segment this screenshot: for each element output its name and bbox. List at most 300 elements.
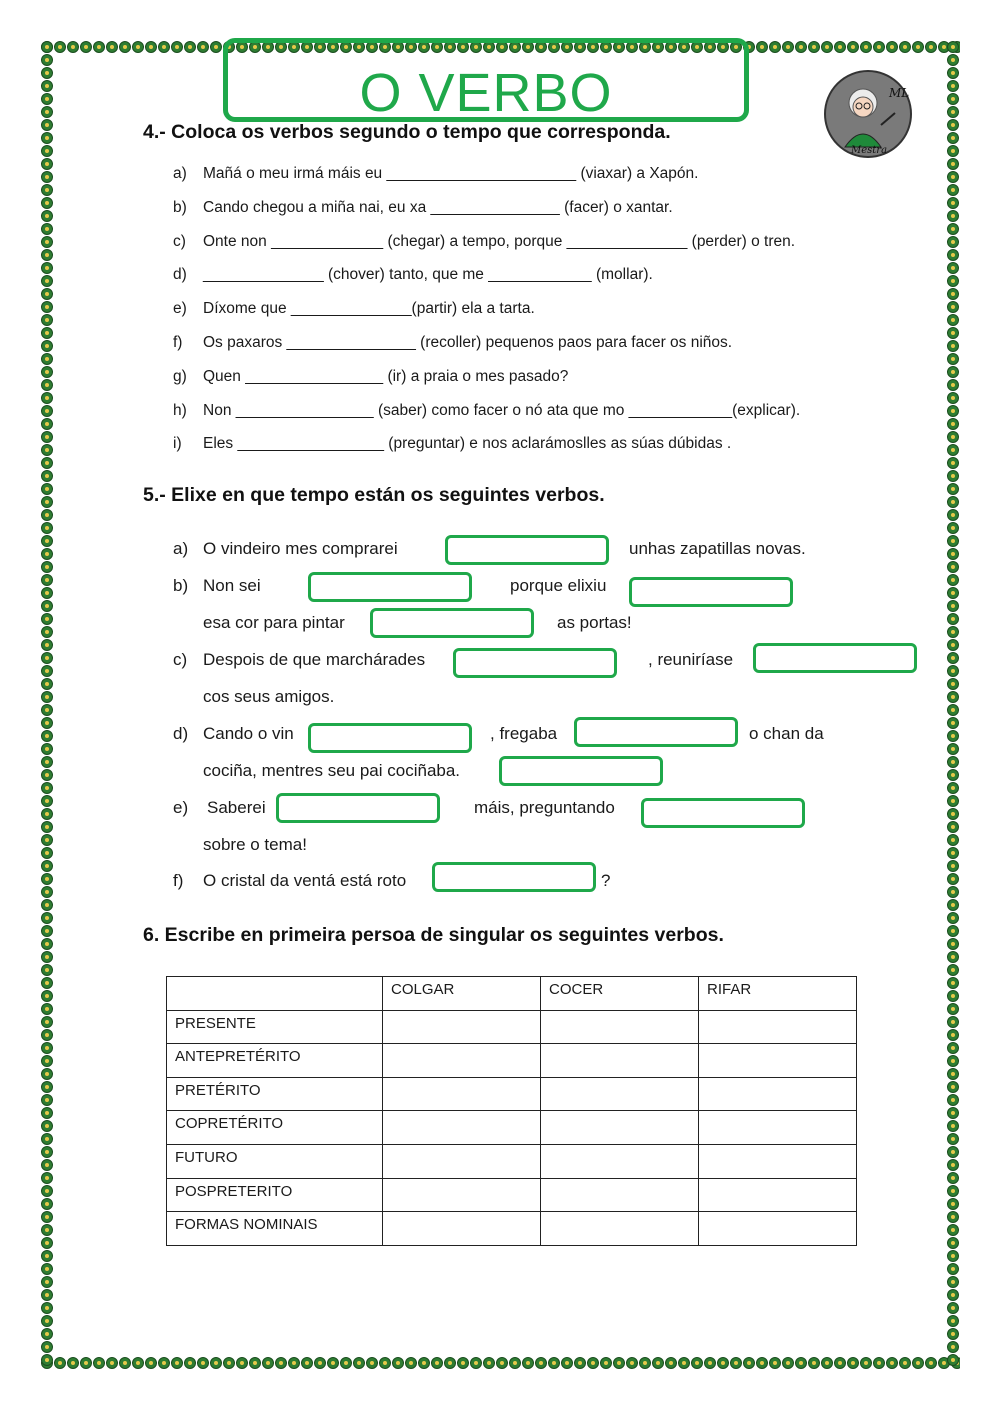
- border-dot-center: [45, 370, 49, 374]
- border-dot-center: [45, 253, 49, 257]
- border-dot-center: [643, 1361, 647, 1365]
- border-dot-center: [45, 851, 49, 855]
- table-answer-cell[interactable]: [383, 1077, 541, 1111]
- border-dot-center: [123, 1361, 127, 1365]
- border-dot-center: [951, 58, 955, 62]
- exercise5-heading: 5.- Elixe en que tempo están os seguintes verbos.: [143, 484, 605, 506]
- border-dot-center: [487, 1361, 491, 1365]
- page-border-bottom: [40, 1356, 960, 1370]
- table-header-cell: RIFAR: [699, 977, 857, 1011]
- border-dot-center: [45, 1098, 49, 1102]
- border-dot-center: [734, 1361, 738, 1365]
- border-dot-center: [951, 409, 955, 413]
- border-dot-center: [331, 1361, 335, 1365]
- border-dot-center: [951, 1163, 955, 1167]
- border-dot-center: [951, 942, 955, 946]
- border-dot-center: [951, 1254, 955, 1258]
- border-dot-center: [951, 838, 955, 842]
- ex5-e-answer-2[interactable]: [641, 798, 805, 828]
- table-answer-cell[interactable]: [541, 1044, 699, 1078]
- border-dot-center: [951, 552, 955, 556]
- border-dot-center: [951, 1306, 955, 1310]
- border-dot-center: [45, 318, 49, 322]
- border-dot-center: [951, 734, 955, 738]
- border-dot-center: [45, 604, 49, 608]
- border-dot-center: [951, 123, 955, 127]
- border-dot-center: [951, 682, 955, 686]
- border-dot-center: [951, 149, 955, 153]
- border-dot-center: [708, 1361, 712, 1365]
- ex4-item-letter: f): [173, 334, 183, 351]
- border-dot-center: [136, 1361, 140, 1365]
- border-dot-center: [951, 136, 955, 140]
- table-row-label: PRETÉRITO: [167, 1077, 383, 1111]
- border-dot-center: [45, 955, 49, 959]
- ex5-d-answer-3[interactable]: [499, 756, 663, 786]
- border-dot-center: [201, 1361, 205, 1365]
- ex5-b-answer-1[interactable]: [308, 572, 472, 602]
- ex4-item-text: Mañá o meu irmá máis eu ______________________ (viaxar) a Xapón.: [203, 165, 699, 182]
- border-dot-center: [71, 1361, 75, 1365]
- border-dot-center: [136, 45, 140, 49]
- border-dot-center: [951, 1280, 955, 1284]
- border-dot-center: [318, 1361, 322, 1365]
- border-dot-center: [951, 1202, 955, 1206]
- border-dot-center: [951, 1319, 955, 1323]
- border-dot-center: [951, 1150, 955, 1154]
- table-answer-cell[interactable]: [383, 1044, 541, 1078]
- border-dot-center: [45, 1150, 49, 1154]
- border-dot-center: [45, 526, 49, 530]
- border-dot-center: [591, 1361, 595, 1365]
- border-dot-center: [45, 266, 49, 270]
- border-dot-center: [951, 955, 955, 959]
- ex5-d-answer-2[interactable]: [574, 717, 738, 747]
- border-dot-center: [951, 331, 955, 335]
- border-dot-center: [929, 45, 933, 49]
- border-dot-center: [58, 45, 62, 49]
- table-row-label: COPRETÉRITO: [167, 1111, 383, 1145]
- border-dot-center: [669, 1361, 673, 1365]
- ex5-a-text2: unhas zapatillas novas.: [629, 539, 806, 558]
- border-dot-center: [201, 45, 205, 49]
- border-dot-center: [877, 45, 881, 49]
- border-dot-center: [45, 1007, 49, 1011]
- border-dot-center: [916, 1361, 920, 1365]
- border-dot-center: [448, 1361, 452, 1365]
- border-dot-center: [951, 422, 955, 426]
- ex5-a-text1: O vindeiro mes comprarei: [203, 539, 398, 558]
- border-dot-center: [45, 929, 49, 933]
- border-dot-center: [565, 1361, 569, 1365]
- border-dot-center: [951, 1345, 955, 1349]
- border-dot-center: [951, 539, 955, 543]
- border-dot-center: [951, 1293, 955, 1297]
- ex5-d-answer-1[interactable]: [308, 723, 472, 753]
- border-dot-center: [951, 383, 955, 387]
- border-dot-center: [951, 1098, 955, 1102]
- table-row: [167, 1044, 857, 1078]
- border-dot-center: [951, 994, 955, 998]
- border-dot-center: [951, 175, 955, 179]
- table-header-cell: [167, 977, 383, 1011]
- border-dot-center: [864, 1361, 868, 1365]
- border-dot-center: [747, 1361, 751, 1365]
- border-dot-center: [45, 812, 49, 816]
- border-dot-center: [45, 825, 49, 829]
- border-dot-center: [84, 1361, 88, 1365]
- border-dot-center: [45, 175, 49, 179]
- table-answer-cell[interactable]: [699, 1212, 857, 1246]
- border-dot-center: [84, 45, 88, 49]
- table-row-label: ANTEPRETÉRITO: [167, 1044, 383, 1078]
- ex5-b-answer-2[interactable]: [629, 577, 793, 607]
- table-answer-cell[interactable]: [383, 1111, 541, 1145]
- border-dot-center: [383, 1361, 387, 1365]
- ex4-item-letter: d): [173, 266, 187, 283]
- border-dot-center: [951, 929, 955, 933]
- border-dot-center: [45, 97, 49, 101]
- border-dot-center: [123, 45, 127, 49]
- border-dot-center: [45, 331, 49, 335]
- border-dot-center: [951, 890, 955, 894]
- border-dot-center: [951, 214, 955, 218]
- border-dot-center: [45, 890, 49, 894]
- border-dot-center: [825, 1361, 829, 1365]
- border-dot-center: [435, 1361, 439, 1365]
- border-dot-center: [951, 344, 955, 348]
- border-dot-center: [45, 1332, 49, 1336]
- border-dot-center: [45, 682, 49, 686]
- border-dot-center: [951, 110, 955, 114]
- ex5-b-text1: Non sei: [203, 576, 261, 595]
- table-answer-cell[interactable]: [383, 1010, 541, 1044]
- border-dot-center: [951, 617, 955, 621]
- border-dot-center: [951, 786, 955, 790]
- ex5-d-text4: cociña, mentres seu pai cociñaba.: [203, 761, 461, 780]
- ex4-item-text: Os paxaros _______________ (recoller) pequenos paos para facer os niños.: [203, 334, 733, 351]
- border-dot-center: [951, 1332, 955, 1336]
- border-dot-center: [951, 201, 955, 205]
- border-dot-center: [45, 110, 49, 114]
- page-title: O VERBO: [359, 63, 613, 123]
- table-answer-cell[interactable]: [699, 1144, 857, 1178]
- ex4-item-text: Díxome que ______________(partir) ela a tarta.: [203, 300, 535, 317]
- border-dot-center: [45, 123, 49, 127]
- border-dot-center: [45, 1280, 49, 1284]
- border-dot-center: [45, 500, 49, 504]
- border-dot-center: [951, 565, 955, 569]
- border-dot-center: [951, 279, 955, 283]
- border-dot-center: [45, 1059, 49, 1063]
- page-border-left: [40, 40, 54, 1370]
- border-dot-center: [951, 526, 955, 530]
- border-dot-center: [951, 227, 955, 231]
- border-dot-center: [773, 45, 777, 49]
- border-dot-center: [45, 1176, 49, 1180]
- border-dot-center: [951, 1358, 955, 1362]
- border-dot-center: [45, 1072, 49, 1076]
- border-dot-center: [951, 292, 955, 296]
- border-dot-center: [461, 1361, 465, 1365]
- table-answer-cell[interactable]: [383, 1144, 541, 1178]
- border-dot-center: [45, 1228, 49, 1232]
- border-dot-center: [45, 292, 49, 296]
- border-dot-center: [951, 1215, 955, 1219]
- border-dot-center: [305, 1361, 309, 1365]
- border-dot-center: [45, 916, 49, 920]
- border-dot-center: [951, 591, 955, 595]
- border-dot-center: [951, 1228, 955, 1232]
- border-dot-center: [617, 1361, 621, 1365]
- border-dot-center: [58, 1361, 62, 1365]
- border-dot-center: [45, 981, 49, 985]
- ex5-c-answer-2[interactable]: [753, 643, 917, 673]
- border-dot-center: [162, 45, 166, 49]
- border-dot-center: [45, 1267, 49, 1271]
- border-dot-center: [578, 1361, 582, 1365]
- border-dot-center: [951, 253, 955, 257]
- table-answer-cell[interactable]: [699, 1178, 857, 1212]
- border-dot-center: [45, 942, 49, 946]
- table-answer-cell[interactable]: [541, 1111, 699, 1145]
- border-dot-center: [721, 1361, 725, 1365]
- border-dot-center: [45, 1111, 49, 1115]
- ex5-f-text1: O cristal da ventá está roto: [203, 871, 407, 890]
- border-dot-center: [951, 448, 955, 452]
- border-dot-center: [45, 344, 49, 348]
- border-dot-center: [110, 45, 114, 49]
- border-dot-center: [864, 45, 868, 49]
- border-dot-center: [45, 227, 49, 231]
- ex5-c-answer-1[interactable]: [453, 648, 617, 678]
- border-dot-center: [188, 45, 192, 49]
- border-dot-center: [951, 500, 955, 504]
- border-dot-center: [951, 1085, 955, 1089]
- border-dot-center: [214, 1361, 218, 1365]
- border-dot-center: [45, 838, 49, 842]
- exercise4-heading: 4.- Coloca os verbos segundo o tempo que corresponda.: [143, 121, 671, 143]
- ex5-e-answer-1[interactable]: [276, 793, 440, 823]
- conjugation-table: [166, 976, 857, 1246]
- border-dot-center: [45, 214, 49, 218]
- border-dot-center: [71, 45, 75, 49]
- border-dot-center: [45, 487, 49, 491]
- border-dot-center: [851, 45, 855, 49]
- border-dot-center: [45, 1202, 49, 1206]
- table-answer-cell[interactable]: [699, 1077, 857, 1111]
- border-dot-center: [951, 695, 955, 699]
- border-dot-center: [45, 149, 49, 153]
- border-dot-center: [951, 318, 955, 322]
- border-dot-center: [786, 45, 790, 49]
- border-dot-center: [951, 474, 955, 478]
- table-answer-cell[interactable]: [383, 1212, 541, 1246]
- border-dot-center: [951, 760, 955, 764]
- ex5-b-text4: as portas!: [557, 613, 632, 632]
- border-dot-center: [951, 669, 955, 673]
- border-dot-center: [951, 630, 955, 634]
- border-dot-center: [422, 1361, 426, 1365]
- border-dot-center: [951, 84, 955, 88]
- border-dot-center: [45, 1293, 49, 1297]
- border-dot-center: [45, 656, 49, 660]
- border-dot-center: [45, 188, 49, 192]
- border-dot-center: [799, 1361, 803, 1365]
- table-row-label: FORMAS NOMINAIS: [167, 1212, 383, 1246]
- border-dot-center: [45, 994, 49, 998]
- ex5-c-text1: Despois de que marchárades: [203, 650, 426, 669]
- ex5-letter-b: b): [173, 576, 189, 595]
- border-dot-center: [951, 812, 955, 816]
- border-dot-center: [45, 409, 49, 413]
- border-dot-center: [45, 448, 49, 452]
- border-dot-center: [951, 1111, 955, 1115]
- border-dot-center: [227, 1361, 231, 1365]
- ex5-c-text2: , reuniríase: [648, 650, 734, 669]
- ex4-item-text: Quen ________________ (ir) a praia o mes pasado?: [203, 368, 569, 385]
- border-dot-center: [760, 1361, 764, 1365]
- ex4-item-text: Cando chegou a miña nai, eu xa _______________ (facer) o xantar.: [203, 199, 673, 216]
- table-answer-cell[interactable]: [541, 1178, 699, 1212]
- border-dot-center: [951, 851, 955, 855]
- ex5-a-answer-1[interactable]: [445, 535, 609, 565]
- border-dot-center: [951, 487, 955, 491]
- border-dot-center: [45, 136, 49, 140]
- border-dot-center: [45, 1163, 49, 1167]
- table-row-label: POSPRETERITO: [167, 1178, 383, 1212]
- border-dot-center: [656, 1361, 660, 1365]
- table-header-row: [167, 977, 857, 1011]
- border-dot-center: [890, 1361, 894, 1365]
- border-dot-center: [951, 1072, 955, 1076]
- table-answer-cell[interactable]: [699, 1044, 857, 1078]
- ex5-f-text2: ?: [601, 871, 611, 890]
- border-dot-center: [45, 1033, 49, 1037]
- border-dot-center: [682, 1361, 686, 1365]
- border-dot-center: [45, 396, 49, 400]
- table-header-cell: COCER: [541, 977, 699, 1011]
- border-dot-center: [45, 565, 49, 569]
- border-dot-center: [951, 45, 955, 49]
- border-dot-center: [951, 240, 955, 244]
- border-dot-center: [951, 1137, 955, 1141]
- border-dot-center: [630, 1361, 634, 1365]
- ex5-letter-c: c): [173, 650, 188, 669]
- border-dot-center: [951, 981, 955, 985]
- border-dot-center: [45, 513, 49, 517]
- border-dot-center: [357, 1361, 361, 1365]
- border-dot-center: [45, 786, 49, 790]
- ex4-item-text: Eles _________________ (preguntar) e nos aclarámoslles as súas dúbidas .: [203, 435, 732, 452]
- ex5-b-text3: esa cor para pintar: [203, 613, 345, 632]
- border-dot-center: [500, 1361, 504, 1365]
- ex5-b-text2: porque elixiu: [510, 576, 607, 595]
- page-border-right: [946, 40, 960, 1370]
- border-dot-center: [877, 1361, 881, 1365]
- teacher-logo: [823, 69, 913, 159]
- table-answer-cell[interactable]: [541, 1144, 699, 1178]
- border-dot-center: [45, 240, 49, 244]
- border-dot-center: [552, 1361, 556, 1365]
- border-dot-center: [951, 1176, 955, 1180]
- border-dot-center: [916, 45, 920, 49]
- border-dot-center: [45, 71, 49, 75]
- table-answer-cell[interactable]: [541, 1212, 699, 1246]
- border-dot-center: [799, 45, 803, 49]
- ex5-d-text2: , fregaba: [490, 724, 558, 743]
- table-row-label: PRESENTE: [167, 1010, 383, 1044]
- border-dot-center: [951, 643, 955, 647]
- border-dot-center: [513, 1361, 517, 1365]
- border-dot-center: [951, 266, 955, 270]
- border-dot-center: [951, 513, 955, 517]
- border-dot-center: [951, 162, 955, 166]
- table-row: [167, 1077, 857, 1111]
- table-answer-cell[interactable]: [383, 1178, 541, 1212]
- border-dot-center: [45, 1306, 49, 1310]
- border-dot-center: [396, 1361, 400, 1365]
- table-answer-cell[interactable]: [699, 1010, 857, 1044]
- border-dot-center: [951, 370, 955, 374]
- ex5-d-text1: Cando o vin: [203, 724, 294, 743]
- border-dot-center: [45, 968, 49, 972]
- table-answer-cell[interactable]: [541, 1010, 699, 1044]
- border-dot-center: [45, 279, 49, 283]
- border-dot-center: [45, 435, 49, 439]
- border-dot-center: [951, 1059, 955, 1063]
- border-dot-center: [45, 903, 49, 907]
- table-answer-cell[interactable]: [541, 1077, 699, 1111]
- ex4-item-letter: i): [173, 435, 182, 452]
- ex5-c-text3: cos seus amigos.: [203, 687, 335, 706]
- border-dot-center: [951, 721, 955, 725]
- border-dot-center: [45, 669, 49, 673]
- ex5-b-answer-3[interactable]: [370, 608, 534, 638]
- ex4-item-letter: c): [173, 233, 186, 250]
- border-dot-center: [951, 1241, 955, 1245]
- table-row: [167, 1212, 857, 1246]
- border-dot-center: [951, 1189, 955, 1193]
- border-dot-center: [45, 1046, 49, 1050]
- ex5-f-answer-1[interactable]: [432, 862, 596, 892]
- border-dot-center: [951, 968, 955, 972]
- border-dot-center: [951, 435, 955, 439]
- ex5-d-text3: o chan da: [749, 724, 824, 743]
- border-dot-center: [890, 45, 894, 49]
- border-dot-center: [474, 1361, 478, 1365]
- border-dot-center: [45, 877, 49, 881]
- border-dot-center: [45, 539, 49, 543]
- border-dot-center: [604, 1361, 608, 1365]
- border-dot-center: [97, 1361, 101, 1365]
- border-dot-center: [45, 422, 49, 426]
- border-dot-center: [45, 708, 49, 712]
- border-dot-center: [951, 1124, 955, 1128]
- border-dot-center: [825, 45, 829, 49]
- border-dot-center: [951, 1033, 955, 1037]
- border-dot-center: [951, 825, 955, 829]
- ex5-e-text2: máis, preguntando: [474, 798, 615, 817]
- ex5-letter-f: f): [173, 871, 184, 890]
- border-dot-center: [110, 1361, 114, 1365]
- border-dot-center: [344, 1361, 348, 1365]
- border-dot-center: [903, 45, 907, 49]
- border-dot-center: [45, 1189, 49, 1193]
- table-answer-cell[interactable]: [699, 1111, 857, 1145]
- border-dot-center: [951, 396, 955, 400]
- table-row: [167, 1111, 857, 1145]
